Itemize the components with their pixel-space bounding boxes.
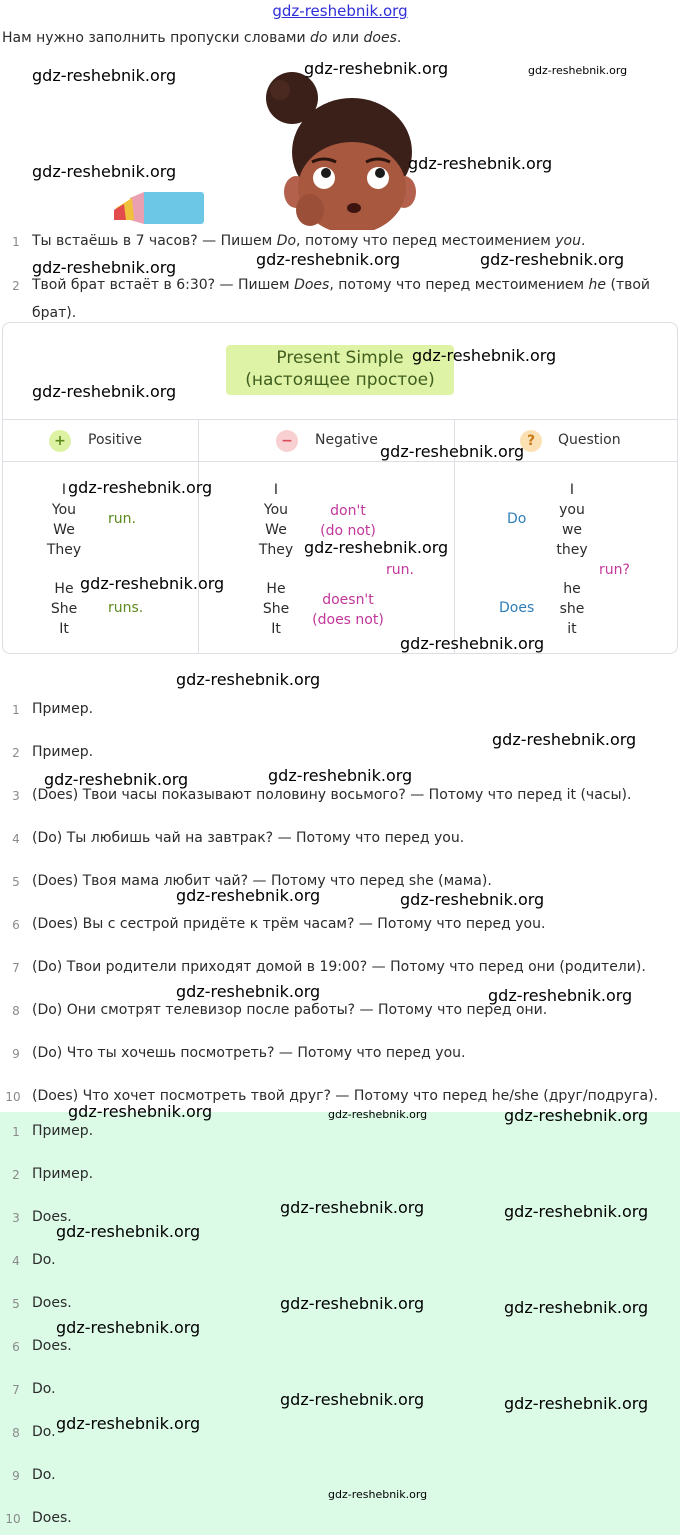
pronoun: she	[559, 601, 585, 617]
list-item: (Does) Твоя мама любит чай? — Потому что перед she (мама).	[32, 873, 492, 889]
girl-thinking-illustration	[100, 70, 420, 230]
pronoun: We	[53, 522, 75, 538]
watermark: gdz-reshebnik.org	[412, 346, 557, 365]
pronoun: It	[271, 621, 281, 637]
list-number: 3	[12, 789, 20, 803]
answer-item: Пример.	[32, 1123, 94, 1139]
answer-number: 9	[12, 1469, 20, 1483]
watermark: gdz-reshebnik.org	[504, 1106, 649, 1125]
watermark: gdz-reshebnik.org	[176, 982, 321, 1001]
pronoun: I	[569, 482, 575, 498]
list-number: 2	[12, 746, 20, 760]
answer-item: Do.	[32, 1381, 56, 1397]
list-item: (Do) Ты любишь чай на завтрак? — Потому что перед you.	[32, 830, 465, 846]
pronoun: They	[46, 542, 82, 558]
list-number: 5	[12, 875, 20, 889]
watermark: gdz-reshebnik.org	[504, 1298, 649, 1317]
pronoun: we	[561, 522, 583, 538]
answer-item: Does.	[32, 1510, 72, 1526]
aux-do: Do	[507, 511, 527, 527]
list-item: (Does) Что хочет посмотреть твой друг? — Потому что перед he/she (друг/подруга).	[32, 1088, 659, 1104]
answer-item: Does.	[32, 1209, 72, 1225]
answer-number: 4	[12, 1254, 20, 1268]
pronoun: It	[59, 621, 69, 637]
verb-runs: runs.	[108, 600, 144, 616]
watermark: gdz-reshebnik.org	[56, 1222, 201, 1241]
pronoun: you	[559, 502, 585, 518]
example-number: 2	[12, 279, 20, 293]
aux-does: Does	[499, 600, 535, 616]
verb-run-question: run?	[599, 562, 630, 578]
watermark: gdz-reshebnik.org	[268, 766, 413, 785]
example-line: Ты встаёшь в 7 часов? — Пишем Do, потому что перед местоимением you.	[32, 233, 586, 249]
watermark: gdz-reshebnik.org	[176, 670, 321, 689]
header-question: Question	[558, 432, 621, 448]
list-number: 6	[12, 918, 20, 932]
aux-doesnt: doesn't (does not)	[312, 592, 384, 628]
answer-number: 1	[12, 1125, 20, 1139]
watermark: gdz-reshebnik.org	[504, 1202, 649, 1221]
watermark: gdz-reshebnik.org	[80, 574, 225, 593]
watermark: gdz-reshebnik.org	[32, 162, 177, 181]
watermark: gdz-reshebnik.org	[56, 1414, 201, 1433]
watermark: gdz-reshebnik.org	[504, 1394, 649, 1413]
answer-item: Do.	[32, 1424, 56, 1440]
answer-item: Do.	[32, 1252, 56, 1268]
watermark: gdz-reshebnik.org	[328, 1488, 428, 1501]
answer-number: 3	[12, 1211, 20, 1225]
pronoun: He	[54, 581, 74, 597]
list-number: 4	[12, 832, 20, 846]
minus-icon: −	[276, 430, 298, 452]
watermark: gdz-reshebnik.org	[56, 1318, 201, 1337]
verb-run: run.	[108, 511, 136, 527]
intro-text: Нам нужно заполнить пропуски словами do или does.	[2, 30, 402, 46]
watermark: gdz-reshebnik.org	[280, 1294, 425, 1313]
answer-number: 6	[12, 1340, 20, 1354]
divider	[198, 419, 199, 653]
watermark: gdz-reshebnik.org	[280, 1198, 425, 1217]
list-number: 8	[12, 1004, 20, 1018]
divider	[2, 461, 678, 462]
question-icon: ?	[520, 430, 542, 452]
watermark: gdz-reshebnik.org	[380, 442, 525, 461]
pronoun: it	[567, 621, 577, 637]
aux-dont: don't (do not)	[320, 503, 376, 539]
table-title: Present Simple (настоящее простое)	[245, 348, 435, 390]
pronoun: I	[273, 482, 279, 498]
answer-item: Does.	[32, 1295, 72, 1311]
pronoun: You	[51, 502, 77, 518]
plus-icon: +	[49, 430, 71, 452]
watermark: gdz-reshebnik.org	[400, 890, 545, 909]
answer-item: Пример.	[32, 1166, 94, 1182]
watermark: gdz-reshebnik.org	[32, 258, 177, 277]
list-item: Пример.	[32, 744, 94, 760]
example-line: Твой брат встаёт в 6:30? — Пишем Does, потому что перед местоимением he (твой	[32, 277, 651, 293]
watermark: gdz-reshebnik.org	[528, 64, 628, 77]
watermark: gdz-reshebnik.org	[488, 986, 633, 1005]
watermark: gdz-reshebnik.org	[176, 886, 321, 905]
watermark: gdz-reshebnik.org	[44, 770, 189, 789]
answer-item: Do.	[32, 1467, 56, 1483]
eraser-icon	[114, 192, 204, 224]
watermark: gdz-reshebnik.org	[304, 538, 449, 557]
list-item: Пример.	[32, 701, 94, 717]
example-number: 1	[12, 235, 20, 249]
list-item: (Do) Что ты хочешь посмотреть? — Потому что перед you.	[32, 1045, 466, 1061]
pronoun: they	[556, 542, 588, 558]
pronoun: I	[61, 482, 67, 498]
list-number: 7	[12, 961, 20, 975]
list-number: 10	[5, 1090, 21, 1104]
answer-number: 2	[12, 1168, 20, 1182]
watermark: gdz-reshebnik.org	[492, 730, 637, 749]
answer-number: 7	[12, 1383, 20, 1397]
pronoun: They	[258, 542, 294, 558]
answer-item: Does.	[32, 1338, 72, 1354]
pronoun: He	[266, 581, 286, 597]
watermark: gdz-reshebnik.org	[32, 382, 177, 401]
watermark: gdz-reshebnik.org	[68, 1102, 213, 1121]
header-positive: Positive	[88, 432, 142, 448]
list-number: 9	[12, 1047, 20, 1061]
watermark: gdz-reshebnik.org	[280, 1390, 425, 1409]
pronoun: She	[50, 601, 78, 617]
answer-number: 5	[12, 1297, 20, 1311]
site-title-link[interactable]: gdz-reshebnik.org	[272, 2, 408, 20]
watermark: gdz-reshebnik.org	[400, 634, 545, 653]
answer-number: 8	[12, 1426, 20, 1440]
pronoun: She	[262, 601, 290, 617]
list-item: (Do) Они смотрят телевизор после работы? — Потому что перед они.	[32, 1002, 548, 1018]
watermark: gdz-reshebnik.org	[408, 154, 553, 173]
pronoun: We	[265, 522, 287, 538]
watermark: gdz-reshebnik.org	[256, 250, 401, 269]
list-item: (Do) Твои родители приходят домой в 19:00? — Потому что перед они (родители).	[32, 959, 646, 975]
watermark: gdz-reshebnik.org	[328, 1108, 428, 1121]
pronoun: he	[563, 581, 581, 597]
example-line-continuation: брат).	[32, 305, 77, 321]
divider	[2, 419, 678, 420]
watermark: gdz-reshebnik.org	[32, 66, 177, 85]
list-item: (Does) Твои часы показывают половину восьмого? — Потому что перед it (часы).	[32, 787, 632, 803]
list-item: (Does) Вы с сестрой придёте к трём часам? — Потому что перед you.	[32, 916, 546, 932]
watermark: gdz-reshebnik.org	[68, 478, 213, 497]
verb-run: run.	[386, 562, 414, 578]
header-negative: Negative	[315, 432, 378, 448]
watermark: gdz-reshebnik.org	[480, 250, 625, 269]
pronoun: You	[263, 502, 289, 518]
answer-number: 10	[5, 1512, 21, 1526]
watermark: gdz-reshebnik.org	[304, 59, 449, 78]
list-number: 1	[12, 703, 20, 717]
